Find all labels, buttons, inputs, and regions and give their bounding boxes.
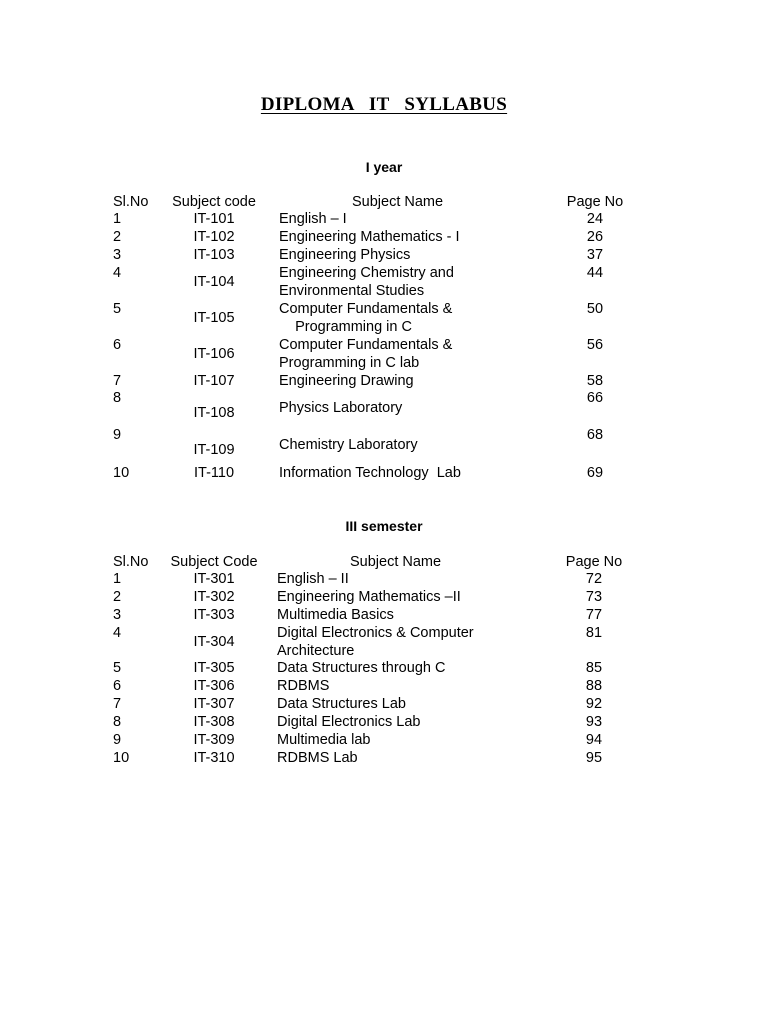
row-subject-name: Data Structures Lab [277,696,406,712]
row-subject-code: IT-309 [193,732,235,748]
row-subject-name: Digital Electronics & Computer [277,625,474,641]
row-sl-no: 5 [113,301,122,317]
row-page-no: 81 [585,625,603,641]
row-subject-code: IT-101 [193,211,235,227]
row-sl-no: 8 [113,390,122,406]
row-subject-name: English – II [277,571,349,587]
row-page-no: 85 [585,660,603,676]
row-page-no: 58 [586,373,604,389]
row-subject-code: IT-109 [193,442,235,458]
row-sl-no: 8 [113,714,122,730]
row-subject-code: IT-301 [193,571,235,587]
row-subject-name: Physics Laboratory [279,400,403,416]
row-subject-name: RDBMS [277,678,330,694]
row-sl-no: 6 [113,678,122,694]
column-header-subject-name: Subject Name [352,194,444,210]
row-page-no: 44 [586,265,604,281]
row-subject-name: Architecture [277,643,355,659]
row-page-no: 68 [586,427,604,443]
row-subject-name: RDBMS Lab [277,750,358,766]
row-page-no: 73 [585,589,603,605]
row-subject-name: Engineering Chemistry and [279,265,454,281]
row-page-no: 26 [586,229,604,245]
column-header-sl-no: Sl.No [113,194,149,210]
row-subject-name: English – I [279,211,347,227]
row-subject-name: Engineering Physics [279,247,411,263]
column-header-subject-code: Subject Code [170,554,258,570]
row-subject-name: Multimedia Basics [277,607,394,623]
column-header-subject-name: Subject Name [350,554,442,570]
row-sl-no: 7 [113,373,122,389]
row-subject-name: Digital Electronics Lab [277,714,421,730]
row-sl-no: 1 [113,211,122,227]
column-header-page-no: Page No [565,554,623,570]
row-page-no: 94 [585,732,603,748]
row-subject-name: Programming in C [279,319,412,335]
row-sl-no: 9 [113,427,122,443]
row-sl-no: 7 [113,696,122,712]
row-page-no: 88 [585,678,603,694]
row-sl-no: 2 [113,589,122,605]
row-subject-code: IT-107 [193,373,235,389]
column-header-subject-code: Subject code [172,194,256,210]
row-subject-name: Chemistry Laboratory [279,437,418,453]
row-subject-code: IT-303 [193,607,235,623]
row-subject-name: Environmental Studies [279,283,425,299]
row-subject-code: IT-305 [193,660,235,676]
row-subject-name: Information Technology Lab [279,465,461,481]
row-subject-name: Engineering Mathematics –II [277,589,461,605]
row-subject-name: Computer Fundamentals & [279,337,453,353]
row-page-no: 95 [585,750,603,766]
row-sl-no: 3 [113,607,122,623]
row-subject-code: IT-307 [193,696,235,712]
document-title-text: DIPLOMA IT SYLLABUS [260,94,508,115]
row-subject-code: IT-102 [193,229,235,245]
row-sl-no: 6 [113,337,122,353]
row-subject-name: Programming in C lab [279,355,420,371]
row-subject-name: Engineering Mathematics - I [279,229,460,245]
row-subject-code: IT-304 [193,634,235,650]
row-subject-code: IT-105 [193,310,235,326]
section-heading-third-semester: III semester [345,518,423,534]
row-page-no: 92 [585,696,603,712]
document-title [0,94,768,116]
row-subject-name: Multimedia lab [277,732,371,748]
row-page-no: 50 [586,301,604,317]
row-sl-no: 4 [113,265,122,281]
row-page-no: 72 [585,571,603,587]
column-header-sl-no: Sl.No [113,554,149,570]
row-subject-code: IT-110 [193,465,235,481]
column-header-page-no: Page No [566,194,624,210]
row-page-no: 66 [586,390,604,406]
row-page-no: 77 [585,607,603,623]
row-page-no: 93 [585,714,603,730]
row-page-no: 69 [586,465,604,481]
row-page-no: 37 [586,247,604,263]
row-subject-name: Data Structures through C [277,660,446,676]
row-subject-code: IT-104 [193,274,235,290]
row-sl-no: 3 [113,247,122,263]
row-subject-code: IT-310 [193,750,235,766]
row-sl-no: 1 [113,571,122,587]
row-subject-code: IT-306 [193,678,235,694]
row-sl-no: 2 [113,229,122,245]
row-sl-no: 9 [113,732,122,748]
row-subject-code: IT-108 [193,405,235,421]
row-sl-no: 4 [113,625,122,641]
row-subject-name: Computer Fundamentals & [279,301,453,317]
row-subject-code: IT-302 [193,589,235,605]
row-subject-code: IT-103 [193,247,235,263]
row-subject-code: IT-308 [193,714,235,730]
section-heading-first-year: I year [365,159,403,175]
row-sl-no: 5 [113,660,122,676]
row-subject-name: Engineering Drawing [279,373,414,389]
row-page-no: 24 [586,211,604,227]
row-sl-no: 10 [113,465,130,481]
row-sl-no: 10 [113,750,130,766]
row-subject-code: IT-106 [193,346,235,362]
row-page-no: 56 [586,337,604,353]
